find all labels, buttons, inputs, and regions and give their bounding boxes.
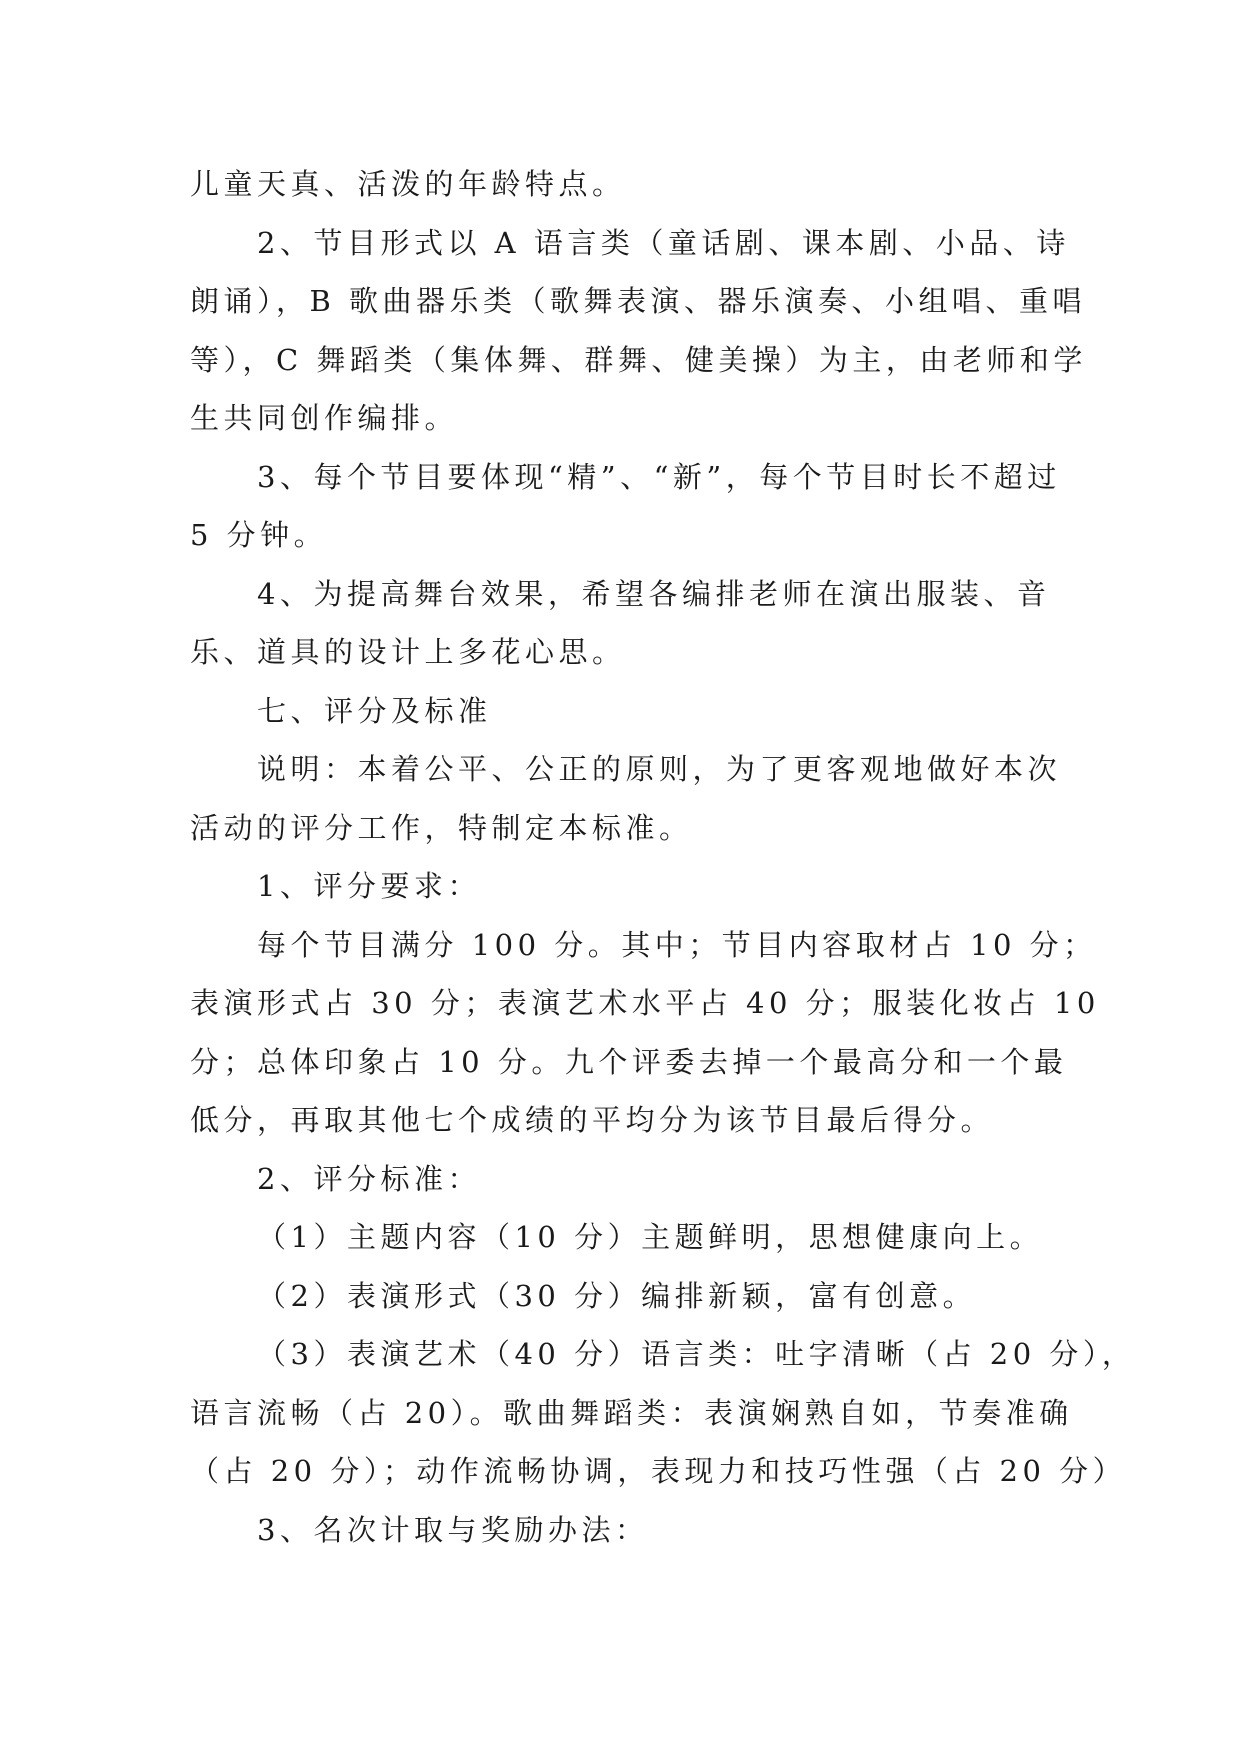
document-body bbox=[190, 155, 1136, 1559]
text-line: 语言流畅（占 20）。歌曲舞蹈类：表演娴熟自如，节奏准确 bbox=[190, 1395, 1073, 1430]
text-line: 3、每个节目要体现“精”、“新”，每个节目时长不超过 bbox=[257, 459, 1061, 494]
section-heading: 七、评分及标准 bbox=[257, 693, 492, 728]
subheading: 3、名次计取与奖励办法： bbox=[257, 1512, 649, 1547]
subheading: 1、评分要求： bbox=[257, 869, 481, 903]
text-line: 每个节目满分 100 分。其中；节目内容取材占 10 分； bbox=[257, 927, 1097, 962]
text-line: 等），C 舞蹈类（集体舞、群舞、健美操）为主，由老师和学 bbox=[190, 342, 1087, 377]
criteria-item: （3）表演艺术（40 分）语言类：吐字清晰（占 20 分）， bbox=[257, 1337, 1136, 1371]
criteria-item: （2）表演形式（30 分）编排新颖，富有创意。 bbox=[257, 1278, 977, 1313]
criteria-item: （1）主题内容（10 分）主题鲜明，思想健康向上。 bbox=[257, 1220, 1044, 1254]
text-line: 朗诵），B 歌曲器乐类（歌舞表演、器乐演奏、小组唱、重唱 bbox=[190, 284, 1087, 318]
text-line: 说明：本着公平、公正的原则，为了更客观地做好本次 bbox=[257, 752, 1062, 786]
text-line: 乐、道具的设计上多花心思。 bbox=[190, 635, 626, 669]
text-line: 2、节目形式以 A 语言类（童话剧、课本剧、小品、诗 bbox=[257, 225, 1070, 260]
text-line: 表演形式占 30 分；表演艺术水平占 40 分；服装化妆占 10 bbox=[190, 986, 1100, 1020]
subheading: 2、评分标准： bbox=[257, 1161, 481, 1196]
text-line: 低分，再取其他七个成绩的平均分为该节目最后得分。 bbox=[190, 1103, 995, 1137]
text-line: 活动的评分工作，特制定本标准。 bbox=[190, 810, 693, 845]
text-line: （占 20 分）；动作流畅协调，表现力和技巧性强（占 20 分） bbox=[190, 1454, 1127, 1488]
text-line: 5 分钟。 bbox=[190, 518, 328, 552]
text-line: 生共同创作编排。 bbox=[190, 401, 459, 435]
text-line: 儿童天真、活泼的年龄特点。 bbox=[190, 167, 626, 201]
text-line: 4、为提高舞台效果，希望各编排老师在演出服装、音 bbox=[257, 576, 1051, 611]
text-line: 分；总体印象占 10 分。九个评委去掉一个最高分和一个最 bbox=[190, 1044, 1068, 1079]
